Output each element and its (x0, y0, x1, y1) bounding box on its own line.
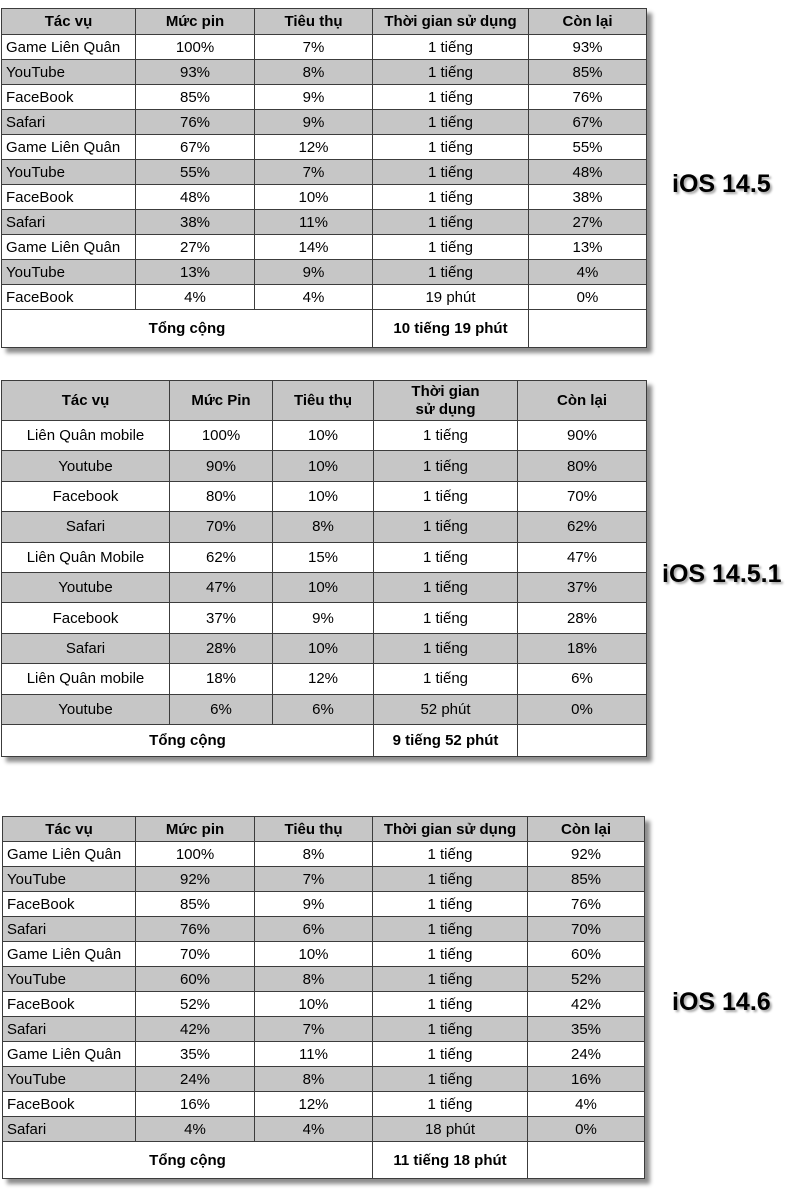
table-cell: FaceBook (3, 1092, 136, 1117)
battery-table-ios-14-6 (2, 816, 645, 1179)
table-cell: 70% (136, 942, 255, 967)
table-row (3, 1042, 645, 1067)
column-header: Còn lại (529, 9, 647, 35)
table-cell: FaceBook (2, 285, 136, 310)
table-cell: FaceBook (2, 185, 136, 210)
table-row (2, 481, 647, 511)
table-cell: 7% (255, 160, 373, 185)
column-header: Mức pin (136, 9, 255, 35)
table-cell: 10% (273, 572, 374, 602)
table-cell: 1 tiếng (373, 1092, 528, 1117)
table-cell: 1 tiếng (374, 542, 518, 572)
table-cell: YouTube (3, 1067, 136, 1092)
table-cell: 48% (136, 185, 255, 210)
column-header: Tiêu thụ (273, 381, 374, 421)
table-row (3, 1017, 645, 1042)
table-cell: 10% (255, 942, 373, 967)
table-cell: 12% (255, 1092, 373, 1117)
table-row (2, 35, 647, 60)
table-cell: 60% (528, 942, 645, 967)
table-cell: 1 tiếng (373, 60, 529, 85)
table-cell: 62% (170, 542, 273, 572)
table-cell: 6% (255, 917, 373, 942)
table-cell: 100% (170, 421, 273, 451)
table-cell: 70% (518, 481, 647, 511)
table-cell: Game Liên Quân (2, 235, 136, 260)
table-cell: Safari (3, 917, 136, 942)
table-cell: 28% (170, 633, 273, 663)
table-cell: 1 tiếng (373, 135, 529, 160)
column-header: Tác vụ (2, 9, 136, 35)
table-cell: 1 tiếng (373, 917, 528, 942)
table-cell: YouTube (3, 867, 136, 892)
total-empty-cell (518, 724, 647, 756)
table-cell: 47% (170, 572, 273, 602)
table-cell: 1 tiếng (374, 481, 518, 511)
table-cell: 18 phút (373, 1117, 528, 1142)
table-cell: Safari (2, 512, 170, 542)
table-cell: 38% (529, 185, 647, 210)
table-cell: 16% (136, 1092, 255, 1117)
table-cell: 4% (255, 285, 373, 310)
table-cell: 1 tiếng (373, 35, 529, 60)
table-cell: 27% (529, 210, 647, 235)
table-cell: 67% (529, 110, 647, 135)
table-cell: 1 tiếng (373, 160, 529, 185)
table-cell: 76% (529, 85, 647, 110)
table-cell: 1 tiếng (373, 967, 528, 992)
table-cell: 14% (255, 235, 373, 260)
table-row (2, 210, 647, 235)
table-cell: 8% (273, 512, 374, 542)
total-label: Tổng cộng (2, 724, 374, 756)
table-cell: 15% (273, 542, 374, 572)
table-row (3, 1067, 645, 1092)
table-cell: Facebook (2, 481, 170, 511)
table-cell: 0% (528, 1117, 645, 1142)
table-cell: 80% (518, 451, 647, 481)
table-cell: 12% (273, 664, 374, 694)
table-row (3, 992, 645, 1017)
table-cell: 1 tiếng (373, 942, 528, 967)
table-cell: 1 tiếng (373, 1042, 528, 1067)
column-header: Thời gian sử dụng (374, 381, 518, 421)
ios-version-label: iOS 14.5.1 (662, 560, 782, 588)
table-cell: 4% (529, 260, 647, 285)
table-cell: 85% (528, 867, 645, 892)
table-cell: 1 tiếng (374, 664, 518, 694)
table-cell: 8% (255, 60, 373, 85)
table-cell: FaceBook (3, 892, 136, 917)
table-cell: 4% (528, 1092, 645, 1117)
total-value: 9 tiếng 52 phút (374, 724, 518, 756)
table-cell: 1 tiếng (374, 451, 518, 481)
table-cell: 76% (136, 917, 255, 942)
table-cell: 76% (528, 892, 645, 917)
table-cell: 8% (255, 967, 373, 992)
table-cell: 8% (255, 842, 373, 867)
table-cell: 8% (255, 1067, 373, 1092)
table-cell: 70% (528, 917, 645, 942)
total-row (3, 1142, 645, 1179)
table-row (2, 542, 647, 572)
table-cell: 93% (136, 60, 255, 85)
table-row (3, 867, 645, 892)
ios-version-label: iOS 14.5 (672, 170, 771, 198)
table-cell: 13% (136, 260, 255, 285)
total-row (2, 310, 647, 348)
table-cell: 47% (518, 542, 647, 572)
table-cell: 9% (255, 85, 373, 110)
table-cell: 6% (170, 694, 273, 724)
column-header: Mức Pin (170, 381, 273, 421)
table-row (2, 235, 647, 260)
table-cell: 100% (136, 842, 255, 867)
table-cell: 1 tiếng (373, 85, 529, 110)
table-cell: 92% (528, 842, 645, 867)
table-cell: Facebook (2, 603, 170, 633)
table-cell: 7% (255, 1017, 373, 1042)
table-cell: Game Liên Quân (3, 842, 136, 867)
table-cell: 1 tiếng (373, 867, 528, 892)
table-cell: YouTube (2, 60, 136, 85)
table-cell: 85% (529, 60, 647, 85)
table-cell: Safari (3, 1017, 136, 1042)
table-cell: 0% (518, 694, 647, 724)
column-header: Tiêu thụ (255, 817, 373, 842)
table-cell: 1 tiếng (373, 235, 529, 260)
table-cell: 7% (255, 35, 373, 60)
table-cell: 55% (529, 135, 647, 160)
table-cell: Game Liên Quân (3, 942, 136, 967)
table-cell: 60% (136, 967, 255, 992)
table-cell: 28% (518, 603, 647, 633)
table-cell: 37% (170, 603, 273, 633)
table-cell: FaceBook (3, 992, 136, 1017)
table-cell: Game Liên Quân (2, 135, 136, 160)
column-header: Tác vụ (2, 381, 170, 421)
battery-table-ios-14-5-1 (1, 380, 647, 757)
battery-table-ios-14-5-block (1, 8, 647, 348)
table-cell: 13% (529, 235, 647, 260)
table-cell: Youtube (2, 572, 170, 602)
table-cell: Liên Quân Mobile (2, 542, 170, 572)
table-row (3, 967, 645, 992)
ios-version-label: iOS 14.6 (672, 988, 771, 1016)
table-cell: 0% (529, 285, 647, 310)
table-row (2, 285, 647, 310)
table-row (2, 160, 647, 185)
table-cell: 6% (273, 694, 374, 724)
column-header: Tác vụ (3, 817, 136, 842)
table-row (2, 451, 647, 481)
table-row (3, 917, 645, 942)
table-cell: 11% (255, 1042, 373, 1067)
table-row (3, 842, 645, 867)
table-cell: 35% (528, 1017, 645, 1042)
table-cell: Youtube (2, 451, 170, 481)
column-header: Mức pin (136, 817, 255, 842)
table-cell: 42% (136, 1017, 255, 1042)
table-cell: 70% (170, 512, 273, 542)
table-row (2, 572, 647, 602)
table-cell: 1 tiếng (374, 603, 518, 633)
table-cell: Safari (2, 633, 170, 663)
table-cell: 11% (255, 210, 373, 235)
total-label: Tổng cộng (2, 310, 373, 348)
table-row (3, 892, 645, 917)
total-empty-cell (529, 310, 647, 348)
total-row (2, 724, 647, 756)
total-label: Tổng cộng (3, 1142, 373, 1179)
table-cell: 1 tiếng (373, 892, 528, 917)
table-row (2, 664, 647, 694)
table-row (2, 60, 647, 85)
table-row (2, 603, 647, 633)
table-cell: 85% (136, 892, 255, 917)
table-cell: 35% (136, 1042, 255, 1067)
table-cell: Safari (3, 1117, 136, 1142)
table-row (3, 942, 645, 967)
table-cell: Safari (2, 210, 136, 235)
table-cell: 24% (136, 1067, 255, 1092)
table-row (2, 110, 647, 135)
table-cell: 18% (170, 664, 273, 694)
table-cell: YouTube (2, 160, 136, 185)
table-cell: 52% (136, 992, 255, 1017)
table-cell: Game Liên Quân (3, 1042, 136, 1067)
table-cell: 10% (273, 633, 374, 663)
table-cell: YouTube (3, 967, 136, 992)
battery-table-ios-14-5 (1, 8, 647, 348)
table-cell: 90% (518, 421, 647, 451)
table-cell: 92% (136, 867, 255, 892)
table-cell: 10% (255, 185, 373, 210)
table-row (3, 1117, 645, 1142)
table-cell: 52 phút (374, 694, 518, 724)
table-cell: 1 tiếng (374, 572, 518, 602)
table-cell: 37% (518, 572, 647, 602)
table-cell: 10% (255, 992, 373, 1017)
table-cell: 1 tiếng (373, 992, 528, 1017)
table-cell: 1 tiếng (373, 185, 529, 210)
table-cell: 85% (136, 85, 255, 110)
total-empty-cell (528, 1142, 645, 1179)
table-cell: 62% (518, 512, 647, 542)
table-cell: Game Liên Quân (2, 35, 136, 60)
table-cell: 93% (529, 35, 647, 60)
table-cell: 1 tiếng (374, 633, 518, 663)
table-cell: 27% (136, 235, 255, 260)
table-cell: 9% (255, 892, 373, 917)
table-cell: 1 tiếng (374, 421, 518, 451)
table-cell: 90% (170, 451, 273, 481)
table-row (2, 421, 647, 451)
table-cell: 1 tiếng (373, 110, 529, 135)
table-row (2, 260, 647, 285)
table-row (2, 85, 647, 110)
column-header: Thời gian sử dụng (373, 817, 528, 842)
table-cell: 9% (273, 603, 374, 633)
column-header: Thời gian sử dụng (373, 9, 529, 35)
table-cell: 10% (273, 421, 374, 451)
table-cell: YouTube (2, 260, 136, 285)
total-value: 10 tiếng 19 phút (373, 310, 529, 348)
table-row (3, 1092, 645, 1117)
table-cell: 76% (136, 110, 255, 135)
table-cell: 52% (528, 967, 645, 992)
table-cell: 6% (518, 664, 647, 694)
table-cell: 12% (255, 135, 373, 160)
table-cell: Liên Quân mobile (2, 664, 170, 694)
column-header: Còn lại (518, 381, 647, 421)
table-cell: 1 tiếng (373, 260, 529, 285)
table-row (2, 633, 647, 663)
table-cell: Safari (2, 110, 136, 135)
table-cell: 18% (518, 633, 647, 663)
table-cell: 4% (136, 1117, 255, 1142)
table-cell: 16% (528, 1067, 645, 1092)
table-cell: 10% (273, 481, 374, 511)
table-cell: 48% (529, 160, 647, 185)
table-cell: 1 tiếng (373, 1067, 528, 1092)
table-cell: 100% (136, 35, 255, 60)
table-cell: 24% (528, 1042, 645, 1067)
table-cell: 1 tiếng (374, 512, 518, 542)
table-cell: 55% (136, 160, 255, 185)
table-cell: 1 tiếng (373, 210, 529, 235)
table-cell: 7% (255, 867, 373, 892)
total-value: 11 tiếng 18 phút (373, 1142, 528, 1179)
column-header: Tiêu thụ (255, 9, 373, 35)
table-cell: 19 phút (373, 285, 529, 310)
table-cell: 80% (170, 481, 273, 511)
table-cell: 1 tiếng (373, 842, 528, 867)
table-cell: Liên Quân mobile (2, 421, 170, 451)
table-cell: 9% (255, 110, 373, 135)
table-row (2, 512, 647, 542)
table-cell: 10% (273, 451, 374, 481)
table-cell: 1 tiếng (373, 1017, 528, 1042)
table-cell: 4% (255, 1117, 373, 1142)
table-cell: FaceBook (2, 85, 136, 110)
table-cell: 4% (136, 285, 255, 310)
table-cell: 67% (136, 135, 255, 160)
table-cell: 42% (528, 992, 645, 1017)
column-header: Còn lại (528, 817, 645, 842)
table-row (2, 135, 647, 160)
table-row (2, 185, 647, 210)
table-cell: 38% (136, 210, 255, 235)
table-cell: 9% (255, 260, 373, 285)
battery-table-ios-14-6-block (2, 816, 645, 1179)
table-row (2, 694, 647, 724)
table-cell: Youtube (2, 694, 170, 724)
battery-table-ios-14-5-1-block (1, 380, 647, 757)
